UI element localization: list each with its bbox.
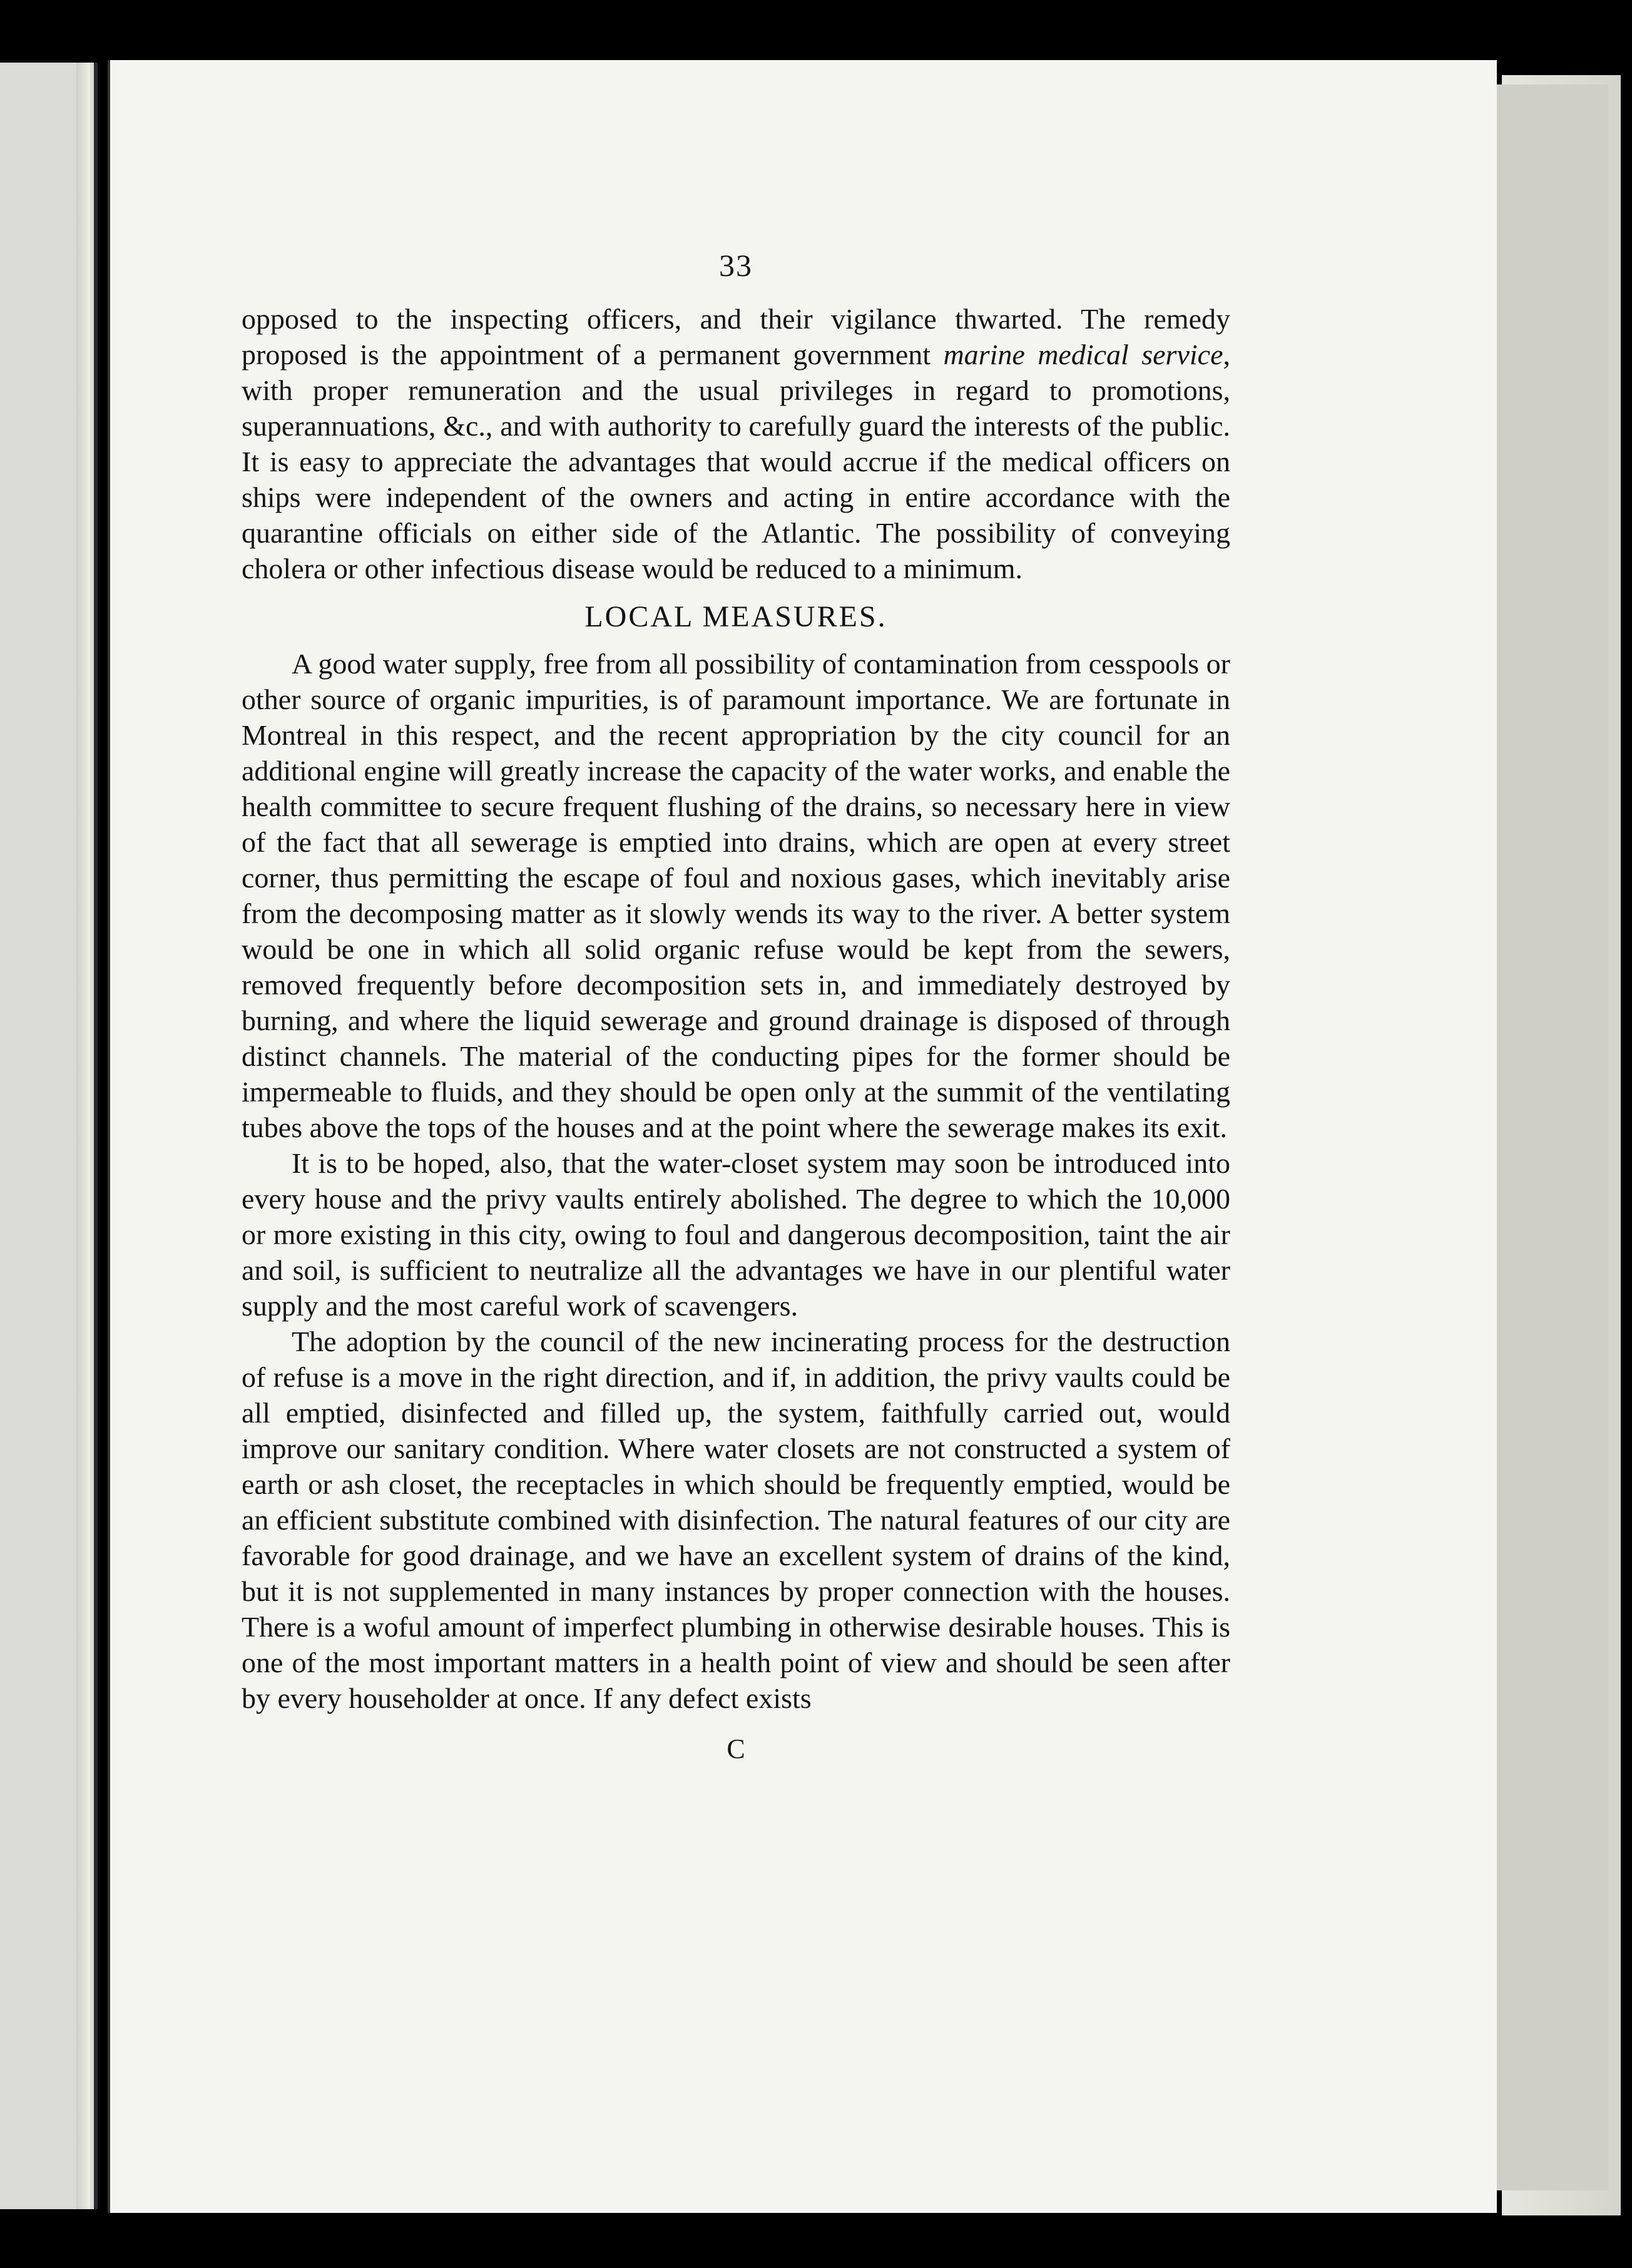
continued-text-end: , with proper remuneration and the usual privileges in regard to promotions, superannuations, &c., and with authority to carefully guard the interests of the public. It is easy to appreciate the advantages that would accrue if the medical officers on ships were independent of the owners and acting in entire accordance with the quarantine officials on either side of the Atlantic. The possibility of conveying cholera or other infectious disease would be reduced to a minimum. [242,339,1230,585]
section-heading: LOCAL MEASURES. [584,600,887,633]
paragraph-water-supply: A good water supply, free from all possibility of contamination from cesspools or other source of organic impurities, is of paramount importance. We are fortunate in Montreal in this respect, and the recent appropriation by the city council for an additional engine will greatly increase the capacity of the water works, and enable the health committee to secure frequent flushing of the drains, so necessary here in view of the fact that all sewerage is emptied into drains, which are open at every street corner, thus permitting the escape of foul and noxious gases, which inevitably arise from the decomposing matter as it slowly wends its way to the river. A better system would be one in which all solid organic refuse would be kept from the sewers, removed frequently before decomposition sets in, and immediately destroyed by burning, and where the liquid sewerage and ground drainage is disposed of through distinct channels. The material of the conducting pipes for the former should be impermeable to fluids, and they should be open only at the summit of the ventilating tubes above the tops of the houses and at the point where the sewerage makes its exit. [242,648,1230,1143]
left-page-edge [0,63,98,2209]
signature-mark: C [727,1734,745,1764]
italic-phrase: marine medical service [943,339,1223,370]
paragraph-water-closet: It is to be hoped, also, that the water-closet system may soon be introduced into every house and the privy vaults entirely abolished. The degree to which the 10,000 or more existing in this city, owing to foul and dangerous decomposition, taint the air and soil, is sufficient to neutralize all the advantages we have in our plentiful water supply and the most careful work of scavengers. [242,1147,1230,1322]
continued-paragraph [242,301,1230,586]
left-page-gutter [76,63,90,2209]
continued-text-start: opposed to the inspecting officers, and their vigilance thwarted. The remedy proposed is the appointment of a permanent government [242,303,1230,370]
page-number: 33 [719,248,753,283]
page-text [242,248,1230,1767]
paragraph-incineration: The adoption by the council of the new incinerating process for the destruction of refuse is a move in the right direction, and if, in addition, the privy vaults could be all emptied, disinfected and filled up, the system, faithfully carried out, would improve our sanitary condition. Where water closets are not constructed a system of earth or ash closet, the receptacles in which should be frequently emptied, would be an efficient substitute combined with disinfection. The natural features of our city are favorable for good drainage, and we have an excellent system of drains of the kind, but it is not supplemented in many instances by proper connection with the houses. There is a woful amount of imperfect plumbing in otherwise desirable houses. This is one of the most important matters in a health point of view and should be seen after by every householder at once. If any defect exists [242,1326,1230,1714]
book-page [108,60,1497,2213]
